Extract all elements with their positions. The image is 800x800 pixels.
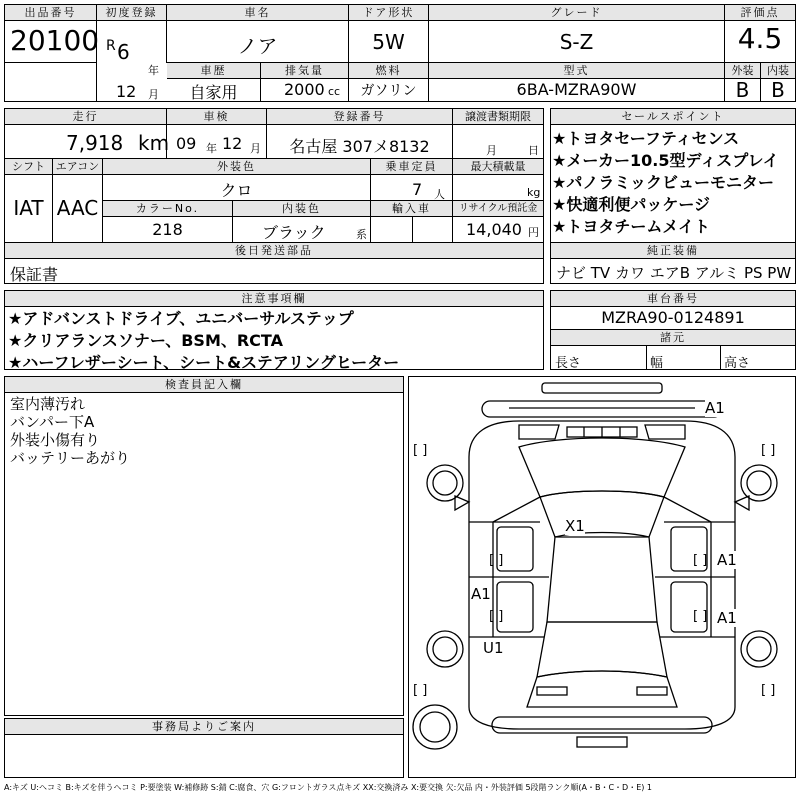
reg-no-label: 登録番号 <box>267 109 452 125</box>
bracket-left-mid: [ ] <box>489 553 504 568</box>
inspector-note: 外装小傷有り <box>10 431 101 449</box>
width-label: 幅 <box>650 356 664 371</box>
max-load-label: 最大積載量 <box>453 159 543 175</box>
mark-left-rear: U1 <box>483 639 504 657</box>
int-color: ブラック <box>262 223 326 242</box>
caution-label: 注意事項欄 <box>5 291 543 307</box>
inspector-note: 室内薄汚れ <box>10 395 86 413</box>
bracket-right-mid: [ ] <box>693 553 708 568</box>
int-grade-label: 内装 <box>761 63 795 79</box>
lot-no: 20100 <box>10 24 100 57</box>
bracket-left-rear: [ ] <box>489 609 504 624</box>
car-name: ノア <box>237 34 278 58</box>
grade-label: グレード <box>429 5 724 21</box>
displacement-label: 排気量 <box>261 63 348 79</box>
ac-label: エアコン <box>53 159 102 175</box>
mark-left-front: A1 <box>471 585 491 603</box>
mark-right-front: A1 <box>717 551 737 569</box>
sales-point-item: ★パノラミックビューモニター <box>552 173 775 192</box>
door-type: 5W <box>372 30 405 54</box>
bracket-left-bottom: [ ] <box>413 683 428 698</box>
sales-point-item: ★トヨタチームメイト <box>552 217 711 236</box>
ext-color-label: 外装色 <box>103 159 370 175</box>
int-color-label: 内装色 <box>233 201 370 217</box>
mileage-label: 走行 <box>5 109 166 125</box>
equipment: ナビ TV カワ エアB アルミ PS PW <box>556 264 792 282</box>
displacement: 2000 <box>284 80 325 99</box>
bracket-right-bottom: [ ] <box>761 683 776 698</box>
ext-grade: B <box>735 78 750 102</box>
displacement-unit: cc <box>328 85 341 98</box>
import-label: 輸入車 <box>371 201 452 217</box>
max-load-unit: kg <box>527 186 541 199</box>
door-label: ドア形状 <box>349 5 428 21</box>
bracket-right-front: [ ] <box>761 443 776 458</box>
reg-year: 6 <box>117 40 130 64</box>
history: 自家用 <box>189 83 238 102</box>
mileage-unit: km <box>138 131 170 155</box>
caution-list <box>8 308 538 374</box>
mileage: 7,918 <box>66 131 124 155</box>
car-name-label: 車名 <box>167 5 348 21</box>
sales-point-item: ★快適利便パッケージ <box>552 195 711 214</box>
inspector-note: バッテリーあがり <box>10 449 131 467</box>
mark-roof: X1 <box>565 517 585 535</box>
chassis-number: MZRA90-0124891 <box>601 308 745 327</box>
length-label: 長さ <box>555 356 582 371</box>
bracket-right-rear: [ ] <box>693 609 708 624</box>
inspector-label: 検査員記入欄 <box>5 377 403 393</box>
month-unit: 月 <box>148 88 159 101</box>
fuel-label: 燃料 <box>349 63 428 79</box>
ext-color: クロ <box>220 181 253 200</box>
recycle-unit: 円 <box>528 226 539 239</box>
transfer-month: 月 <box>486 144 497 157</box>
capacity-unit: 人 <box>434 188 445 201</box>
equipment-label: 純正装備 <box>551 243 795 259</box>
grade: S-Z <box>559 30 594 54</box>
shift-label: シフト <box>5 159 52 175</box>
mark-right-rear: A1 <box>717 609 737 627</box>
reg-month: 12 <box>116 82 137 101</box>
car-diagram <box>408 376 796 778</box>
capacity: 7 <box>412 180 423 199</box>
sales-point-item: ★メーカー10.5型ディスプレイ <box>552 151 779 170</box>
score: 4.5 <box>737 22 783 55</box>
recycle: 14,040 <box>466 220 522 239</box>
insp-month: 12 <box>222 134 243 153</box>
first-reg-label: 初度登録 <box>97 5 166 21</box>
later-parts: 保証書 <box>10 265 59 284</box>
int-grade: B <box>771 78 785 102</box>
later-parts-label: 後日発送部品 <box>5 243 543 259</box>
caution-item: ★アドバンストドライブ、ユニバーサルステップ <box>8 309 354 328</box>
fuel: ガソリン <box>360 83 417 99</box>
car-outline-svg <box>409 377 795 777</box>
shift: IAT <box>13 196 44 220</box>
sales-points-label: セールスポイント <box>551 109 795 125</box>
capacity-label: 乗車定員 <box>371 159 452 175</box>
inspector-note: バンパー下A <box>10 413 95 431</box>
bracket-left-front: [ ] <box>413 443 428 458</box>
recycle-label: リサイクル預託金 <box>453 201 543 217</box>
inspection-label: 車検 <box>167 109 266 125</box>
score-label: 評価点 <box>725 5 795 21</box>
reg-no: 名古屋 307メ8132 <box>289 137 430 156</box>
ac: AAC <box>56 196 99 220</box>
insp-year: 09 <box>176 134 197 153</box>
year-unit: 年 <box>148 64 159 77</box>
era: R <box>106 38 116 54</box>
insp-year-unit: 年 <box>206 142 217 155</box>
model-label: 型式 <box>429 63 724 79</box>
int-color-suffix: 系 <box>356 228 367 241</box>
lot-no-label: 出品番号 <box>5 5 96 21</box>
mark-front: A1 <box>705 399 725 417</box>
model: 6BA-MZRA90W <box>516 80 637 99</box>
chassis-label: 車台番号 <box>551 291 795 307</box>
history-label: 車歴 <box>167 63 260 79</box>
legend: A:キズ U:ヘコミ B:キズを伴うヘコミ P:要塗装 W:補修跡 S:錆 C:腐食、穴 G:フロントガラス点キズ XX:交換済み X:要交換 欠:欠品 内・外装評価 5段階ランク順(A・B・C・D・E) 1 <box>4 783 653 792</box>
color-no-label: カラーNo. <box>103 201 232 217</box>
ext-grade-label: 外装 <box>725 63 760 79</box>
inspector-notes <box>10 395 400 467</box>
caution-item: ★クリアランスソナー、BSM、RCTA <box>8 331 283 350</box>
dims-label: 諸元 <box>551 330 795 346</box>
insp-month-unit: 月 <box>250 142 261 155</box>
sales-point-item: ★トヨタセーフティセンス <box>552 129 740 148</box>
office-label: 事務局よりご案内 <box>5 719 403 735</box>
sales-points-list <box>552 128 796 238</box>
caution-item: ★ハーフレザーシート、シート&ステアリングヒーター <box>8 353 400 372</box>
transfer-label: 譲渡書類期限 <box>453 109 543 125</box>
color-no: 218 <box>152 220 183 239</box>
height-label: 高さ <box>724 356 751 371</box>
transfer-day: 日 <box>528 144 539 157</box>
